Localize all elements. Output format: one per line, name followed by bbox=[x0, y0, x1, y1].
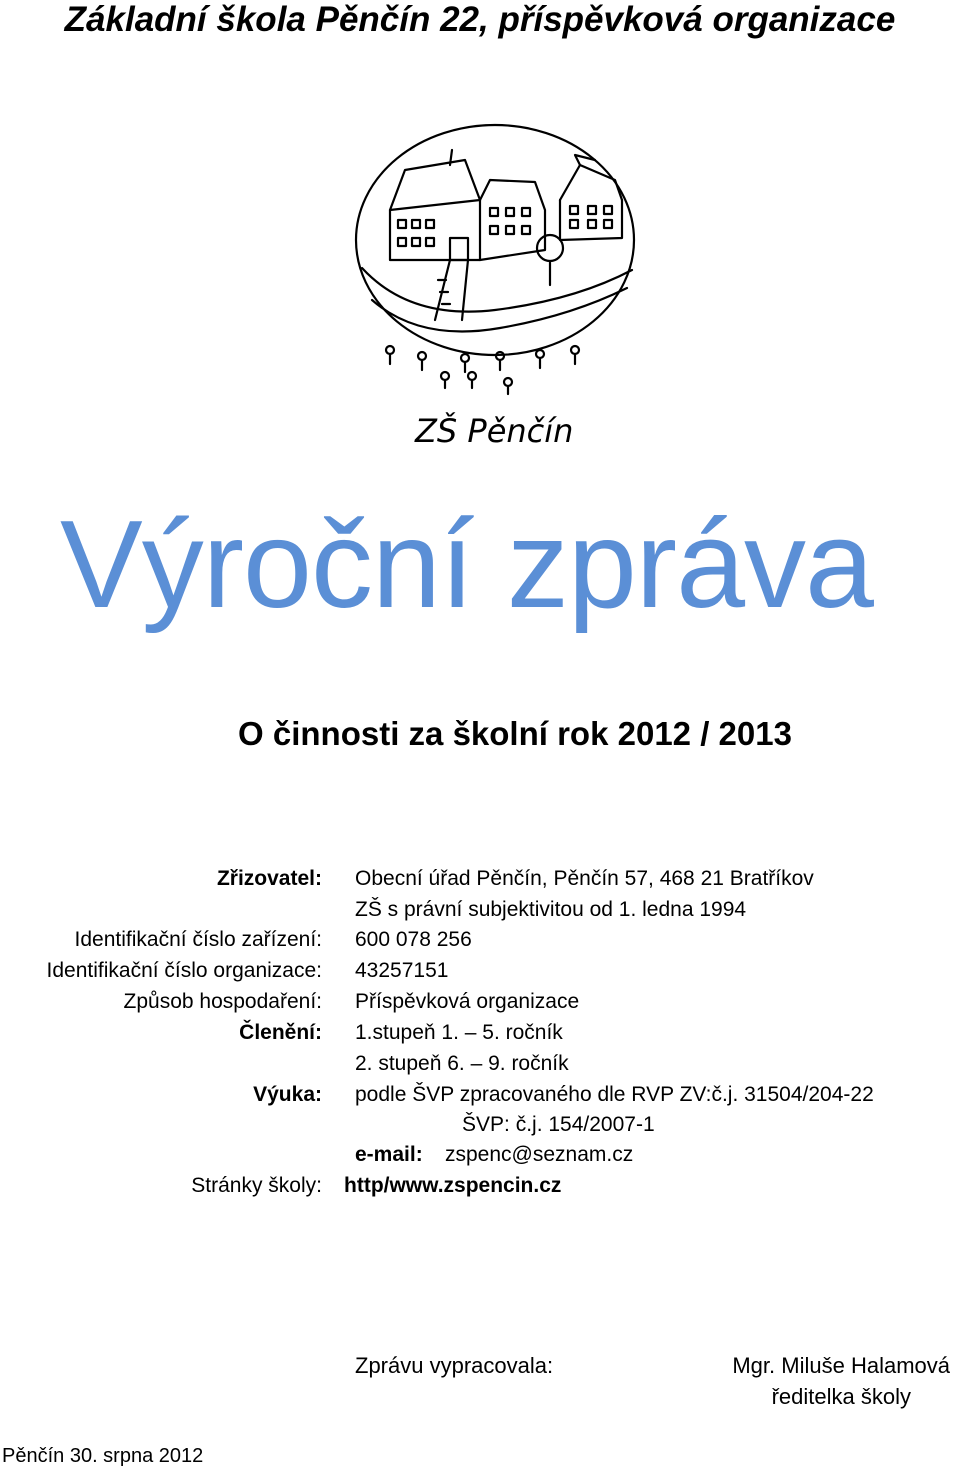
school-logo bbox=[350, 120, 640, 460]
school-drawing-image bbox=[350, 120, 640, 460]
website-label: Stránky školy: bbox=[191, 1174, 322, 1197]
teaching-value-1: podle ŠVP zpracovaného dle RVP ZV:č.j. 31504/204-22 bbox=[355, 1083, 874, 1106]
teaching-label: Výuka: bbox=[253, 1083, 322, 1106]
email-value[interactable]: zspenc@seznam.cz bbox=[445, 1143, 634, 1166]
founder-value: Obecní úřad Pěnčín, Pěnčín 57, 468 21 Bratříkov bbox=[355, 867, 814, 890]
management-value: Příspěvková organizace bbox=[355, 990, 580, 1013]
division-value-1: 1.stupeň 1. – 5. ročník bbox=[355, 1021, 563, 1044]
facility-id-label: Identifikační číslo zařízení: bbox=[74, 928, 322, 951]
founder-label: Zřizovatel: bbox=[216, 867, 322, 890]
report-subtitle: O činnosti za školní rok 2012 / 2013 bbox=[238, 715, 792, 752]
author-name: Mgr. Miluše Halamová bbox=[732, 1353, 950, 1378]
organization-id-value: 43257151 bbox=[355, 959, 449, 982]
prepared-by-label: Zprávu vypracovala: bbox=[355, 1353, 554, 1378]
school-name-heading: Základní škola Pěnčín 22, příspěvková organizace bbox=[64, 0, 896, 39]
place-date: Pěnčín 30. srpna 2012 bbox=[2, 1445, 204, 1467]
division-label: Členění: bbox=[239, 1021, 322, 1044]
author-role: ředitelka školy bbox=[771, 1384, 911, 1409]
email-label: e-mail: bbox=[355, 1143, 423, 1166]
report-title: Výroční zpráva bbox=[60, 496, 874, 634]
facility-id-value: 600 078 256 bbox=[355, 928, 472, 951]
management-label: Způsob hospodaření: bbox=[123, 990, 322, 1013]
website-value[interactable]: http/www.zspencin.cz bbox=[344, 1174, 562, 1197]
teaching-value-2: ŠVP: č.j. 154/2007-1 bbox=[462, 1113, 655, 1136]
logo-caption: ZŠ Pěnčín bbox=[415, 412, 574, 450]
organization-id-label: Identifikační číslo organizace: bbox=[46, 959, 322, 982]
legal-status-value: ZŠ s právní subjektivitou od 1. ledna 1994 bbox=[355, 898, 747, 921]
division-value-2: 2. stupeň 6. – 9. ročník bbox=[355, 1052, 569, 1075]
